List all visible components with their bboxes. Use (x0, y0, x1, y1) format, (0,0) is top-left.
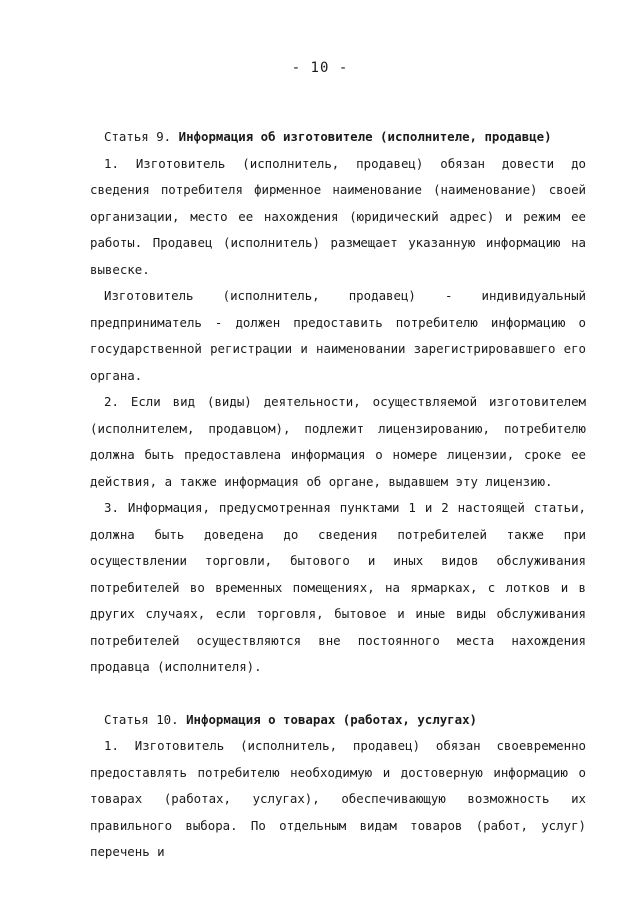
article-10-paragraph-1: 1. Изготовитель (исполнитель, продавец) обязан своевременно предоставлять потребителю необходимую и достоверную информацию о товарах (работах, услугах), обеспечивающую возможность их правильного выбора. По отдельным видам товаров (работ, услуг) перечень и (90, 738, 586, 859)
article-10 (90, 707, 586, 866)
article-9-title: Информация об изготовителе (исполнителе, продавце) (178, 129, 552, 144)
article-10-title: Информация о товарах (работах, услугах) (186, 711, 478, 727)
article-9 (90, 124, 586, 681)
document-body (90, 124, 586, 866)
article-9-paragraph-4: 3. Информация, предусмотренная пунктами 1 и 2 настоящей статьи, должна быть доведена до сведения потребителей также при осуществлении торговли, бытового и иных видов обслуживания потребителей во временных помещениях, на ярмарках, с лотков и в других случаях, если торговля, бытовое и иные виды обслуживания потребителей осуществляются вне постоянного места нахождения продавца (исполнителя). (90, 500, 586, 674)
article-9-label: Статья 9. (104, 129, 172, 144)
article-10-heading (90, 707, 586, 734)
article-9-paragraph-2: Изготовитель (исполнитель, продавец) - индивидуальный предприниматель - должен предоставить потребителю информацию о государственной регистрации и наименовании зарегистрировавшего его органа. (90, 288, 586, 383)
page-number: - 10 - (291, 60, 349, 76)
article-9-paragraph-3: 2. Если вид (виды) деятельности, осуществляемой изготовителем (исполнителем, продавцом), подлежит лицензированию, потребителю должна быть предоставлена информация о номере лицензии, сроке ее действия, а также информация об органе, выдавшем эту лицензию. (90, 394, 586, 489)
article-9-paragraph-1: 1. Изготовитель (исполнитель, продавец) обязан довести до сведения потребителя фирменное наименование (наименование) своей организации, место ее нахождения (юридический адрес) и режим ее работы. Продавец (исполнитель) размещает указанную информацию на вывеске. (90, 155, 586, 277)
section-gap (90, 681, 586, 707)
article-10-label: Статья 10. (104, 711, 179, 727)
article-9-heading (90, 124, 586, 151)
